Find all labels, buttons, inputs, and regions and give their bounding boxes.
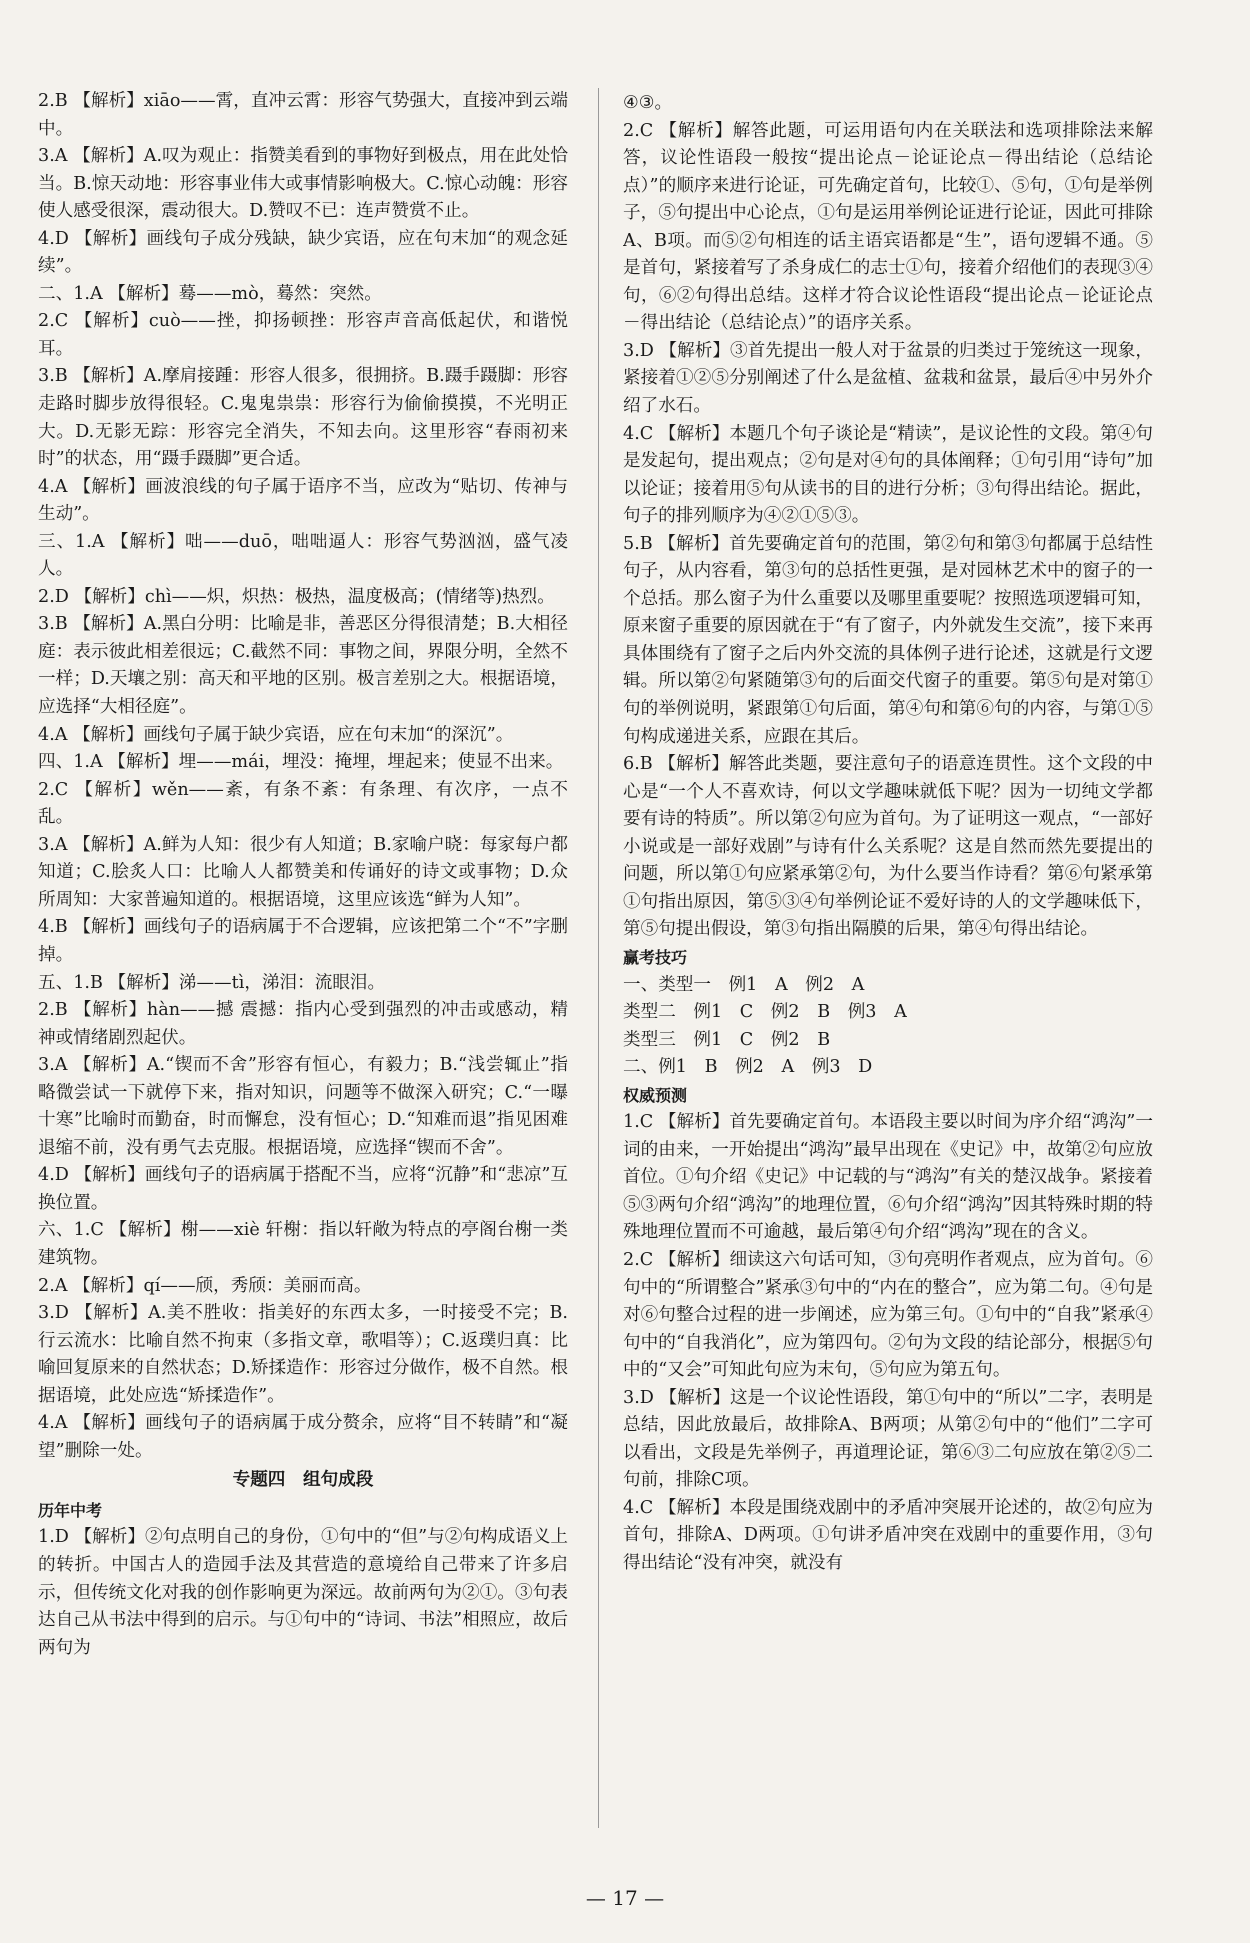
answer-entry: 4.A 【解析】画波浪线的句子属于语序不当，应改为“贴切、传神与生动”。: [38, 476, 568, 525]
answer-entry: 2.C 【解析】wěn——紊，有条不紊：有条理、有次序，一点不乱。: [38, 779, 568, 828]
answer-entry: 2.C 【解析】cuò——挫，抑扬顿挫：形容声音高低起伏，和谐悦耳。: [38, 311, 568, 359]
answer-entry: 4.C 【解析】本题几个句子谈论是“精读”，是议论性的文段。第④句是发起句，提出观点；②句是对④句的具体阐释；①句引用“诗句”加以论证；接着用⑤句从读书的目的进行分析；③句得出结论。据此，句子的排列顺序为④②①⑤③。: [623, 423, 1153, 527]
column-divider: [598, 88, 599, 1828]
answer-entry: 4.B 【解析】画线句子的语病属于不合逻辑，应该把第二个“不”字删掉。: [38, 917, 568, 965]
forecast-label: 权威预测: [623, 1085, 688, 1105]
right-column: [623, 90, 1153, 1820]
page-number: — 17 —: [585, 1886, 665, 1910]
answer-entry: 2.C 【解析】细读这六句话可知，③句亮明作者观点，应为首句。⑥句中的“所谓整合”紧承③句中的“内在的整合”，应为第二句。④句是对⑥句整合过程的进一步阐述，应为第三句。①句中的“自我”紧承④句中的“自我消化”，应为第四句。②句为文段的结论部分，根据⑤句中的“又会”可知此句应为末句，⑤句应为第五句。: [623, 1249, 1153, 1381]
answer-entry: 3.B 【解析】A.黑白分明：比喻是非，善恶区分得很清楚；B.大相径庭：表示彼此相差很远；C.截然不同：事物之间，界限分明，全然不一样；D.天壤之别：高天和平地的区别。极言差别之大。根据语境，应选择“大相径庭”。: [38, 614, 568, 718]
answer-entry: 3.D 【解析】这是一个议论性语段，第①句中的“所以”二字，表明是总结，因此放最后，故排除A、B两项；从第②句中的“他们”二字可以看出，文段是先举例子，再道理论证，第⑥③二句应放在第②⑤二句前，排除C项。: [623, 1387, 1153, 1491]
answer-entry: 2.B 【解析】hàn——撼 震撼：指内心受到强烈的冲击或感动，精神或情绪剧烈起伏。: [38, 1000, 568, 1048]
answer-entry: 4.D 【解析】画线句子的语病属于搭配不当，应将“沉静”和“悲凉”互换位置。: [38, 1165, 568, 1213]
section-title: 专题四 组句成段: [232, 1470, 374, 1491]
answer-entry: 三、1.A 【解析】咄——duō，咄咄逼人：形容气势汹汹，盛气凌人。: [38, 531, 568, 580]
answer-entry: 四、1.A 【解析】埋——mái，埋没：掩埋，埋起来；使显不出来。: [38, 752, 564, 773]
left-column: [38, 88, 568, 1788]
answer-entry: 2.C 【解析】解答此题，可运用语句内在关联法和选项排除法来解答，议论性语段一般按“提出论点－论证论点－得出结论（总结论点）”的顺序来进行论证，可先确定首句，比较①、⑤句，①句是举例子，⑤句提出中心论点，①句是运用举例论证进行论证，因此可排除A、B项。而⑤②句相连的话主语宾语都是“生”，语句逻辑不通。⑤是首句，紧接着写了杀身成仁的志士①句，接着介绍他们的表现③④句，⑥②句得出总结。这样才符合议论性语段“提出论点－论证论点－得出结论（总结论点）”的语序关系。: [623, 120, 1153, 334]
skills-line: 类型二 例1 C 例2 B 例3 A: [623, 1002, 907, 1023]
answer-entry: 六、1.C 【解析】榭——xiè 轩榭：指以轩敞为特点的亭阁台榭一类建筑物。: [38, 1220, 568, 1268]
answer-entry: 二、1.A 【解析】蓦——mò，蓦然：突然。: [38, 283, 382, 304]
answer-entry: 3.B 【解析】A.摩肩接踵：形容人很多，很拥挤。B.蹑手蹑脚：形容走路时脚步放得很轻。C.鬼鬼祟祟：形容行为偷偷摸摸，不光明正大。D.无影无踪：形容完全消失，不知去向。这里形容“春雨初来时”的状态，用“蹑手蹑脚”更合适。: [38, 366, 568, 470]
answer-entry: 2.D 【解析】chì——炽，炽热：极热，温度极高；(情绪等)热烈。: [38, 586, 555, 607]
answer-entry: 3.A 【解析】A.鲜为人知：很少有人知道；B.家喻户晓：每家每户都知道；C.脍炙人口：比喻人人都赞美和传诵好的诗文或事物；D.众所周知：大家普遍知道的。根据语境，这里应该选“鲜为人知”。: [38, 834, 568, 910]
answer-entry: 3.D 【解析】A.美不胜收：指美好的东西太多，一时接受不完；B.行云流水：比喻自然不拘束（多指文章，歌唱等）；C.返璞归真：比喻回复原来的自然状态；D.矫揉造作：形容过分做作，极不自然。根据语境，此处应选“矫揉造作”。: [38, 1303, 568, 1406]
answer-entry: 3.D 【解析】③首先提出一般人对于盆景的归类过于笼统这一现象，紧接着①②⑤分别阐述了什么是盆植、盆栽和盆景，最后④中另外介绍了水石。: [623, 340, 1153, 417]
answer-entry: 4.C 【解析】本段是围绕戏剧中的矛盾冲突展开论述的，故②句应为首句，排除A、D两项。①句讲矛盾冲突在戏剧中的重要作用，③句得出结论“没有冲突，就没有: [623, 1497, 1153, 1573]
answer-entry: 2.A 【解析】qí——颀，秀颀：美丽而高。: [38, 1275, 372, 1296]
answer-entry: 1.C 【解析】首先要确定首句。本语段主要以时间为序介绍“鸿沟”一词的由来，一开始提出“鸿沟”最早出现在《史记》中，故第②句应放首位。①句介绍《史记》中记载的与“鸿沟”有关的楚汉战争。紧接着⑤③两句介绍“鸿沟”的地理位置，⑥句介绍“鸿沟”因其特殊时期的特殊地理位置而不可逾越，最后第④句介绍“鸿沟”现在的含义。: [623, 1112, 1153, 1243]
history-label: 历年中考: [38, 1500, 103, 1520]
answer-entry: 6.B 【解析】解答此类题，要注意句子的语意连贯性。这个文段的中心是“一个人不喜欢诗，何以文学趣味就低下呢？因为一切纯文学都要有诗的特质”。所以第②句应为首句。为了证明这一观点，“一部好小说或是一部好戏剧”与诗有什么关系呢？这是自然而然先要提出的问题，所以第①句应紧承第②句，为什么要当作诗看？第⑥句紧承第①句指出原因，第⑤③④句举例论证不爱好诗的人的文学趣味低下，第⑤句提出假设，第③句指出隔膜的后果，第④句得出结论。: [623, 754, 1153, 940]
answer-entry: 5.B 【解析】首先要确定首句的范围，第②句和第③句都属于总结性句子，从内容看，第③句的总括性更强，是对园林艺术中的窗子的一个总括。那么窗子为什么重要以及哪里重要呢？按照选项逻辑可知，原来窗子重要的原因就在于“有了窗子，内外就发生交流”，接下来再具体围绕有了窗子之后内外交流的具体例子进行论述，这就是行文逻辑。所以第②句紧随第③句的后面交代窗子的重要。第⑤句是对第①句的举例说明，紧跟第①句后面，第④句和第⑥句的内容，与第①⑤句构成递进关系，应跟在其后。: [623, 533, 1153, 747]
answer-entry: 五、1.B 【解析】涕——tì，涕泪：流眼泪。: [38, 972, 386, 993]
skills-line: 类型三 例1 C 例2 B: [623, 1029, 831, 1050]
answer-entry: 4.A 【解析】画线句子属于缺少宾语，应在句末加“的深沉”。: [38, 724, 514, 745]
answer-entry: 4.D 【解析】画线句子成分残缺，缺少宾语，应在句末加“的观念延续”。: [38, 228, 568, 277]
answer-entry: 3.A 【解析】A.“锲而不舍”形容有恒心，有毅力；B.“浅尝辄止”指略微尝试一下就停下来，指对知识，问题等不做深入研究；C.“一曝十寒”比喻时而勤奋，时而懈怠，没有恒心；D.“知难而退”指见困难退缩不前，没有勇气去克服。根据语境，应选择“锲而不舍”。: [38, 1055, 568, 1158]
answer-entry: 2.B 【解析】xiāo——霄，直冲云霄：形容气势强大，直接冲到云端中。: [38, 91, 568, 139]
skills-line: 二、例1 B 例2 A 例3 D: [623, 1057, 873, 1078]
skills-line: 一、类型一 例1 A 例2 A: [623, 974, 865, 995]
answer-entry: 4.A 【解析】画线句子的语病属于成分赘余，应将“目不转睛”和“凝望”删除一处。: [38, 1413, 568, 1461]
answer-entry: 1.D 【解析】②句点明自己的身份，①句中的“但”与②句构成语义上的转折。中国古人的造园手法及其营造的意境给自己带来了许多启示，但传统文化对我的创作影响更为深远。故前两句为②①。③句表达自己从书法中得到的启示。与①句中的“诗词、书法”相照应，故后两句为: [38, 1527, 568, 1658]
skills-label: 赢考技巧: [623, 947, 688, 967]
answer-entry: 3.A 【解析】A.叹为观止：指赞美看到的事物好到极点，用在此处恰当。B.惊天动地：形容事业伟大或事情影响极大。C.惊心动魄：形容使人感受很深，震动很大。D.赞叹不已：连声赞赏不止。: [38, 146, 568, 222]
answer-entry: ④③。: [623, 93, 673, 113]
